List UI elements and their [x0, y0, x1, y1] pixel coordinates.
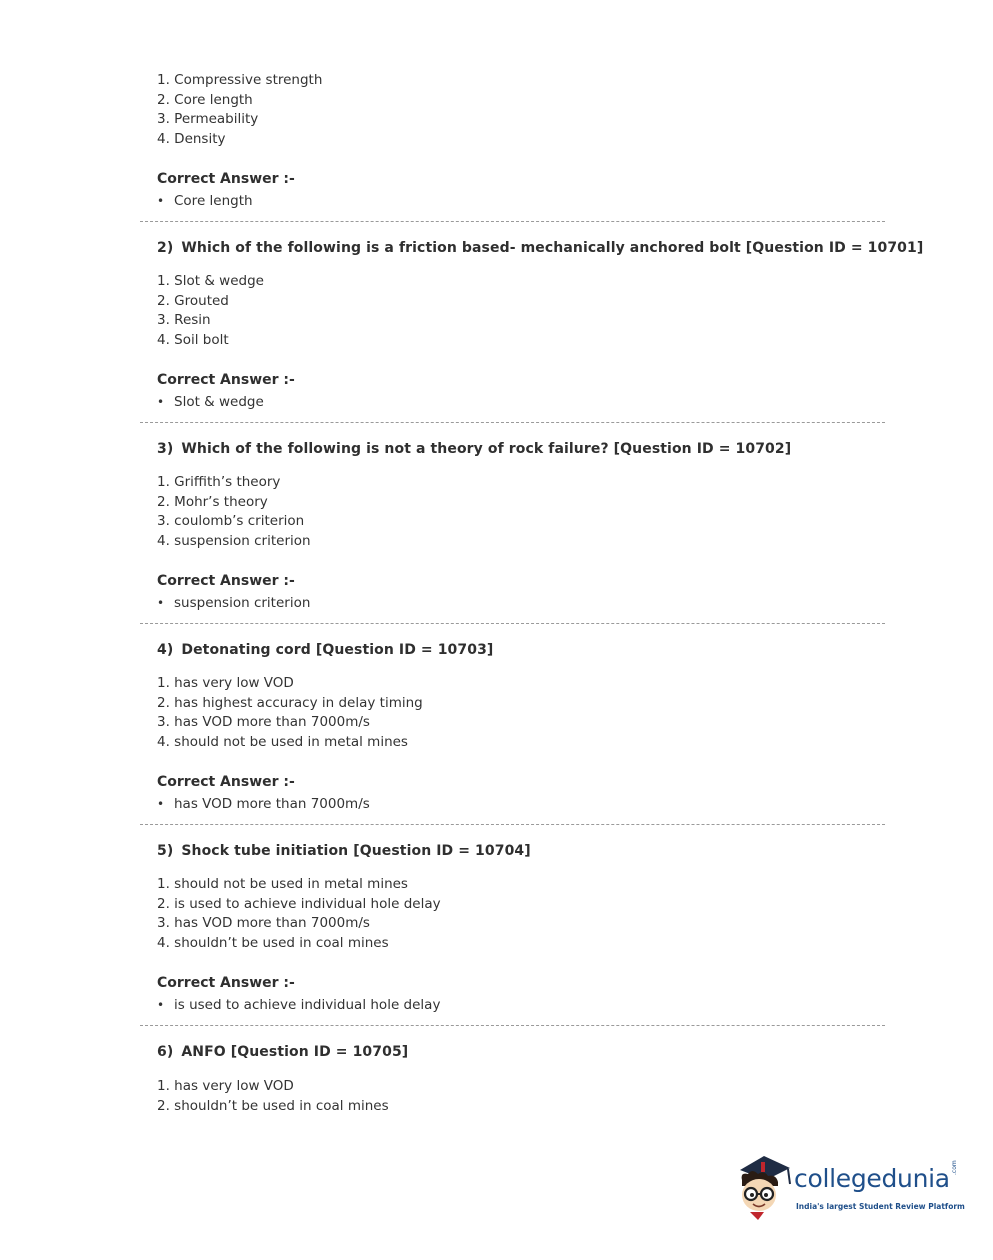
bullet-icon: •: [157, 797, 165, 811]
divider: [140, 623, 885, 624]
q4-option: 4. should not be used in metal mines: [157, 733, 408, 750]
q5-option: 3. has VOD more than 7000m/s: [157, 915, 370, 932]
q2-options: [157, 272, 264, 350]
q6-text: ANFO [Question ID = 10705]: [181, 1044, 409, 1060]
q4-heading: [157, 642, 493, 658]
q2-correct-answer: [157, 394, 264, 410]
q5-heading: [157, 843, 531, 859]
q4-correct-answer: [157, 796, 370, 812]
q3-option: 4. suspension criterion: [157, 532, 311, 549]
q2-option: 3. Resin: [157, 312, 211, 329]
logo-tagline: India's largest Student Review Platform: [796, 1202, 965, 1211]
q5-option: 2. is used to achieve individual hole delay: [157, 895, 441, 912]
q3-text: Which of the following is not a theory of rock failure? [Question ID = 10702]: [181, 441, 792, 457]
divider: [140, 422, 885, 423]
q6-heading: [157, 1044, 408, 1060]
q1-correct-answer-text: Core length: [174, 193, 253, 209]
q4-option: 1. has very low VOD: [157, 675, 294, 691]
bullet-icon: •: [157, 596, 165, 610]
q2-option: 1. Slot & wedge: [157, 273, 264, 289]
q5-number: 5): [157, 843, 174, 859]
q1-option: 2. Core length: [157, 91, 253, 108]
q3-number: 3): [157, 441, 174, 457]
bullet-icon: •: [157, 998, 165, 1012]
q2-correct-answer-label: Correct Answer :-: [157, 372, 295, 388]
q5-text: Shock tube initiation [Question ID = 10704]: [181, 843, 531, 859]
q3-correct-answer-text: suspension criterion: [174, 595, 311, 611]
q3-option: 1. Griffith’s theory: [157, 474, 281, 490]
q1-option: 1. Compressive strength: [157, 72, 323, 88]
q4-correct-answer-label: Correct Answer :-: [157, 774, 295, 790]
logo-wordmark: collegedunia: [794, 1164, 950, 1193]
q3-option: 3. coulomb’s criterion: [157, 513, 305, 530]
divider: [140, 824, 885, 825]
q2-text: Which of the following is a friction based- mechanically anchored bolt [Question ID = 10701]: [181, 240, 924, 256]
logo-com: .com: [951, 1160, 958, 1175]
q5-option: 1. should not be used in metal mines: [157, 876, 408, 892]
q6-option: 2. shouldn’t be used in coal mines: [157, 1097, 389, 1114]
q3-options: [157, 473, 311, 551]
q4-correct-answer-text: has VOD more than 7000m/s: [174, 796, 370, 812]
q1-options: [157, 71, 322, 149]
q3-correct-answer: [157, 595, 310, 611]
q6-options: [157, 1077, 389, 1116]
q4-number: 4): [157, 642, 174, 658]
q1-option: 4. Density: [157, 130, 226, 147]
divider: [140, 1025, 885, 1026]
q5-correct-answer: [157, 997, 440, 1013]
q6-option: 1. has very low VOD: [157, 1078, 294, 1094]
q4-options: [157, 674, 423, 752]
q2-number: 2): [157, 240, 174, 256]
q4-option: 3. has VOD more than 7000m/s: [157, 714, 370, 731]
q1-option: 3. Permeability: [157, 111, 259, 128]
q5-option: 4. shouldn’t be used in coal mines: [157, 934, 389, 951]
q4-text: Detonating cord [Question ID = 10703]: [181, 642, 494, 658]
divider: [140, 221, 885, 222]
q5-options: [157, 875, 441, 953]
q1-correct-answer: [157, 193, 253, 209]
q6-number: 6): [157, 1044, 174, 1060]
q2-option: 2. Grouted: [157, 292, 229, 309]
mascot-icon: [734, 1150, 796, 1222]
bullet-icon: •: [157, 395, 165, 409]
q4-option: 2. has highest accuracy in delay timing: [157, 694, 423, 711]
q3-option: 2. Mohr’s theory: [157, 493, 268, 510]
q5-correct-answer-label: Correct Answer :-: [157, 975, 295, 991]
q2-option: 4. Soil bolt: [157, 331, 229, 348]
bullet-icon: •: [157, 194, 165, 208]
q2-correct-answer-text: Slot & wedge: [174, 394, 264, 410]
q3-heading: [157, 441, 791, 457]
q1-correct-answer-label: Correct Answer :-: [157, 171, 295, 187]
q2-heading: [157, 240, 923, 256]
collegedunia-logo: [734, 1150, 964, 1222]
q5-correct-answer-text: is used to achieve individual hole delay: [174, 997, 441, 1013]
q3-correct-answer-label: Correct Answer :-: [157, 573, 295, 589]
